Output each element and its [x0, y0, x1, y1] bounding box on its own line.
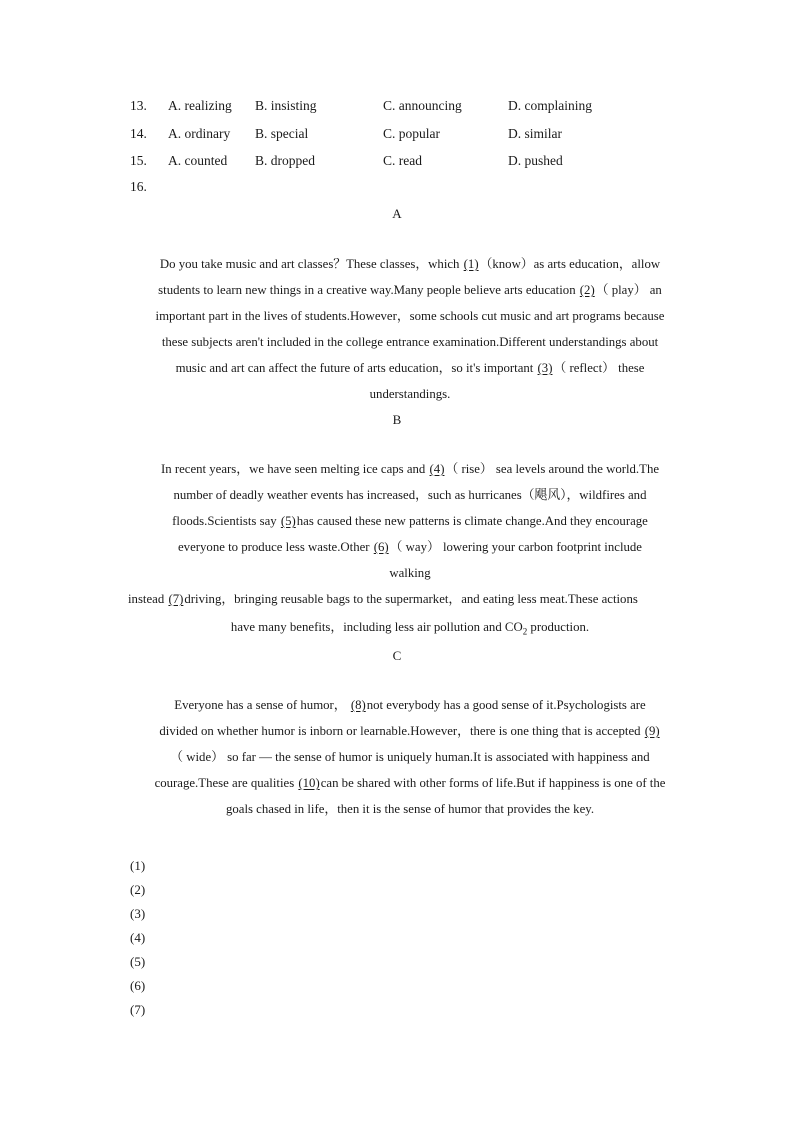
option-c[interactable]: C. read — [383, 153, 422, 168]
question-number: 15. — [130, 153, 147, 168]
answer-line-4[interactable]: (4) — [130, 930, 146, 945]
blank-1[interactable]: (1) — [463, 257, 479, 271]
question-16-number: 16. — [130, 179, 147, 194]
passage-line: walking — [389, 566, 431, 580]
passage-line: （ wide） so far — the sense of humor is uniquely human.It is associated with happiness and — [170, 750, 650, 764]
passage-line: floods.Scientists say (5)has caused these new patterns is climate change.And they encourage — [172, 514, 648, 528]
option-c[interactable]: C. popular — [383, 126, 440, 141]
passage-line: everyone to produce less waste.Other (6)（ way） lowering your carbon footprint include — [178, 540, 642, 554]
question-number: 13. — [130, 98, 147, 113]
answer-line-3[interactable]: (3) — [130, 906, 146, 921]
blank-8[interactable]: (8) — [350, 698, 366, 712]
blank-10[interactable]: (10) — [298, 776, 320, 790]
section-a-passage — [128, 251, 692, 407]
blank-3[interactable]: (3) — [537, 361, 553, 375]
section-c-passage — [128, 692, 692, 822]
passage-line: Do you take music and art classes？These classes，which (1)（know）as arts education，allow — [159, 257, 661, 271]
passage-line: goals chased in life，then it is the sense of humor that provides the key. — [225, 802, 595, 816]
answer-line-6[interactable]: (6) — [130, 978, 146, 993]
section-a-label: A — [392, 206, 402, 221]
option-d[interactable]: D. pushed — [508, 153, 563, 168]
passage-line: instead (7)driving，bringing reusable bags to the supermarket，and eating less meat.These actions — [128, 592, 638, 606]
passage-line: music and art can affect the future of arts education，so it's important (3)（ reflect） these — [175, 361, 645, 375]
question-number: 14. — [130, 126, 147, 141]
option-c[interactable]: C. announcing — [383, 98, 462, 113]
passage-line: these subjects aren't included in the college entrance examination.Different understandings about — [161, 335, 659, 349]
blank-6[interactable]: (6) — [373, 540, 389, 554]
answer-line-5[interactable]: (5) — [130, 954, 146, 969]
blank-4[interactable]: (4) — [429, 462, 445, 476]
blank-9[interactable]: (9) — [644, 724, 660, 738]
blank-7[interactable]: (7) — [168, 592, 184, 606]
section-b-label: B — [392, 412, 402, 427]
option-b[interactable]: B. insisting — [255, 98, 317, 113]
passage-line: In recent years，we have seen melting ice caps and (4)（ rise） sea levels around the world.The — [160, 462, 660, 476]
passage-line: number of deadly weather events has increased，such as hurricanes（飓风），wildfires and — [173, 488, 647, 502]
passage-line: courage.These are qualities (10)can be shared with other forms of life.But if happiness is one of the — [154, 776, 666, 790]
option-d[interactable]: D. similar — [508, 126, 562, 141]
passage-line: Everyone has a sense of humor， (8)not everybody has a good sense of it.Psychologists are — [174, 698, 646, 712]
option-d[interactable]: D. complaining — [508, 98, 592, 113]
option-b[interactable]: B. dropped — [255, 153, 315, 168]
answer-line-7[interactable]: (7) — [130, 1002, 146, 1017]
passage-line: understandings. — [369, 387, 451, 401]
section-c-label: C — [392, 648, 402, 663]
option-a[interactable]: A. ordinary — [168, 126, 231, 141]
section-b-passage — [128, 456, 692, 642]
passage-line: important part in the lives of students.However，some schools cut music and art programs because — [155, 309, 665, 323]
option-a[interactable]: A. counted — [168, 153, 228, 168]
answer-line-2[interactable]: (2) — [130, 882, 146, 897]
blank-5[interactable]: (5) — [280, 514, 296, 528]
option-b[interactable]: B. special — [255, 126, 309, 141]
passage-line: have many benefits，including less air pollution and $CO_2$ production. — [230, 620, 590, 637]
option-a[interactable]: A. realizing — [168, 98, 232, 113]
passage-line: divided on whether humor is inborn or learnable.However，there is one thing that is accepted (9) — [159, 724, 660, 738]
answer-line-1[interactable]: (1) — [130, 858, 146, 873]
blank-2[interactable]: (2) — [579, 283, 595, 297]
passage-line: students to learn new things in a creative way.Many people believe arts education (2)（ play） an — [158, 283, 662, 297]
